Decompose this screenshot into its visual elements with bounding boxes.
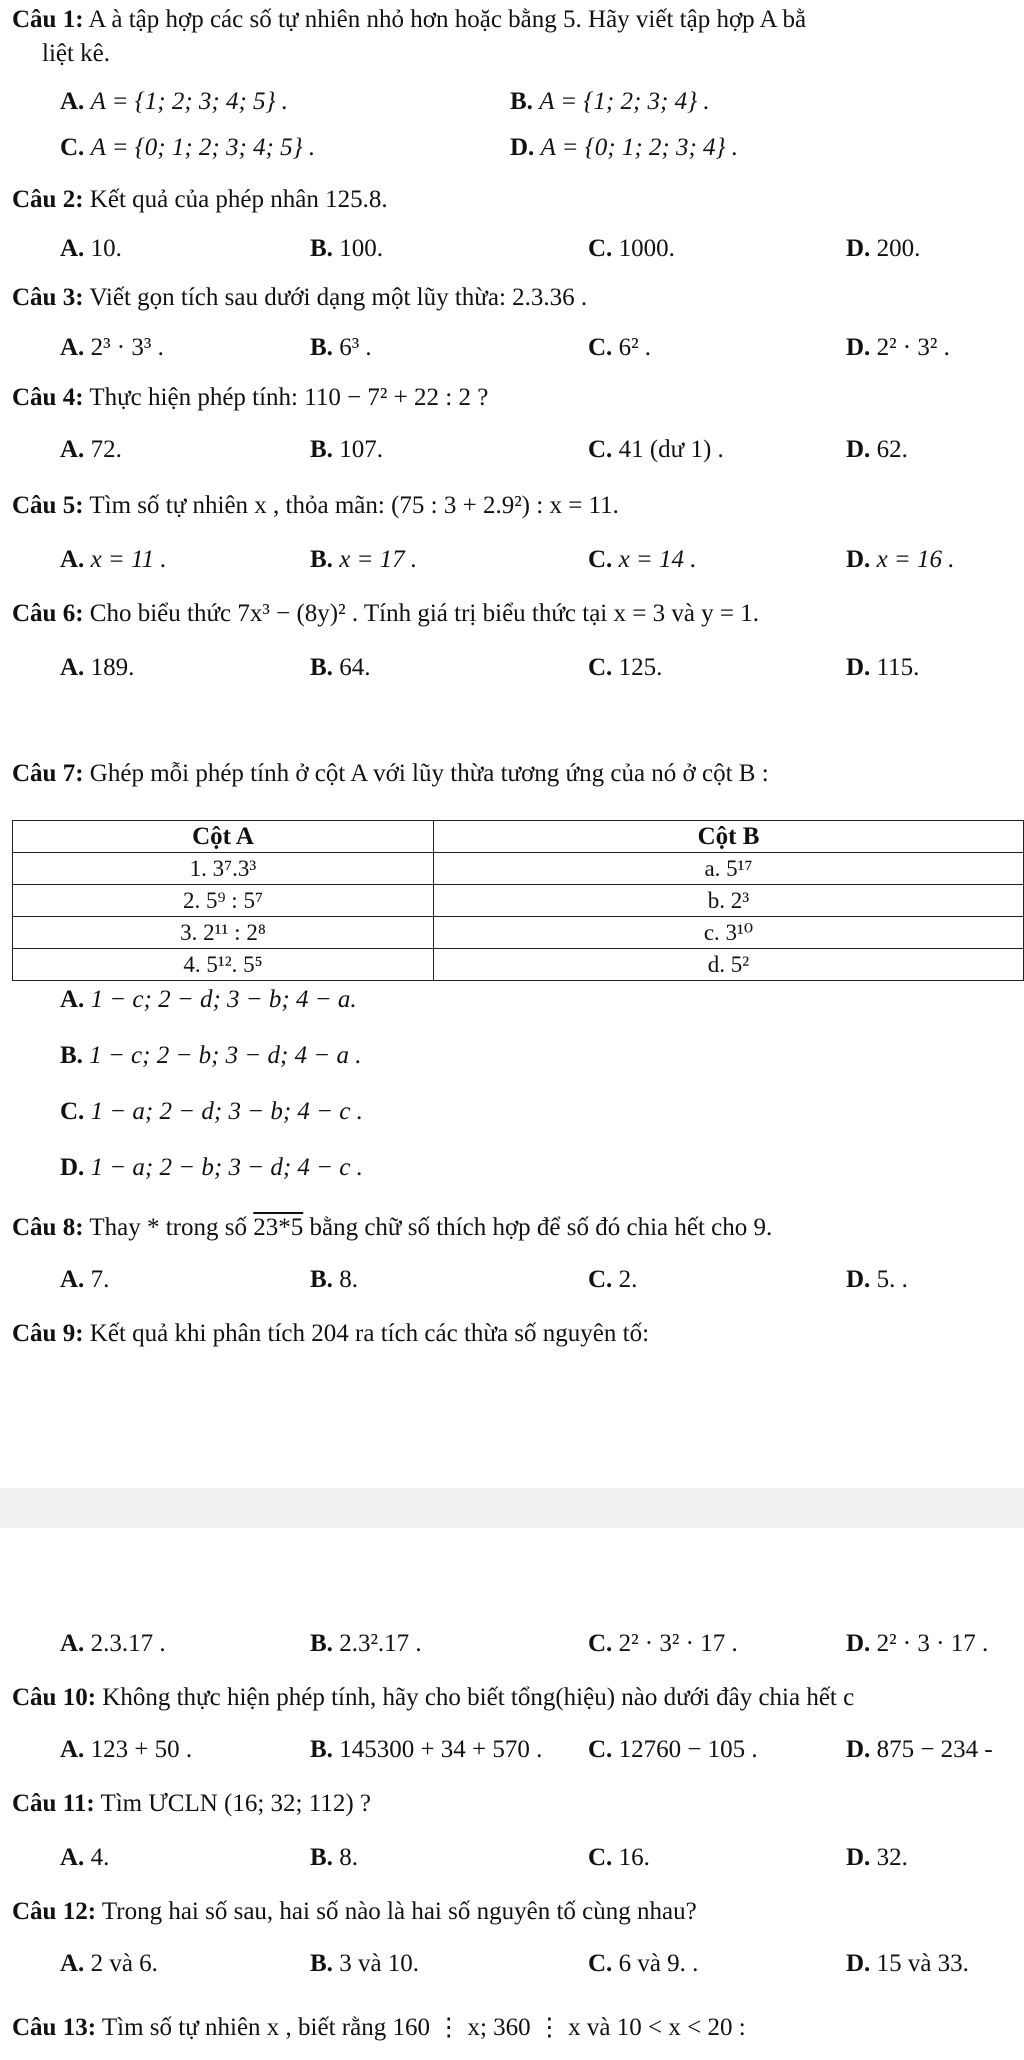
header-column-b: Cột B bbox=[434, 821, 1024, 853]
question-label: Câu 12: bbox=[12, 1898, 97, 1925]
question-2 bbox=[12, 186, 388, 214]
option-d[interactable]: D. 32. bbox=[846, 1844, 908, 1871]
option-a[interactable]: A. 72. bbox=[60, 436, 122, 463]
question-text: Viết gọn tích sau dưới dạng một lũy thừa: 2.3.36 . bbox=[89, 284, 588, 311]
question-label: Câu 3: bbox=[12, 284, 84, 311]
question-label: Câu 1: bbox=[12, 6, 84, 33]
option-b[interactable]: B. 100. bbox=[310, 235, 383, 262]
option-b[interactable]: B. 64. bbox=[310, 654, 371, 681]
question-text-post: bằng chữ số thích hợp để số đó chia hết cho 9. bbox=[303, 1214, 773, 1241]
cell-column-a: 4. 5¹². 5⁵ bbox=[13, 949, 434, 981]
question-text: A à tập hợp các số tự nhiên nhỏ hơn hoặc bằng 5. Hãy viết tập hợp A bằ bbox=[88, 6, 807, 33]
question-text: Tìm số tự nhiên x , biết rằng 160 ⋮ x; 360 ⋮ x và 10 < x < 20 : bbox=[101, 2014, 746, 2041]
table-row bbox=[13, 917, 1024, 949]
option-d[interactable]: D. x = 16 . bbox=[846, 546, 955, 573]
option-b[interactable]: B. 3 và 10. bbox=[310, 1950, 420, 1977]
question-label: Câu 11: bbox=[12, 1790, 95, 1817]
question-1 bbox=[12, 6, 806, 34]
option-b[interactable]: B. 2.3².17 . bbox=[310, 1630, 422, 1657]
option-d[interactable]: D. A = {0; 1; 2; 3; 4} . bbox=[510, 134, 739, 161]
option-c[interactable]: C. 125. bbox=[588, 654, 663, 681]
option-c[interactable]: C. 41 (dư 1) . bbox=[588, 436, 724, 463]
question-label: Câu 8: bbox=[12, 1214, 84, 1241]
option-a[interactable]: A. 4. bbox=[60, 1844, 110, 1871]
cell-column-b: b. 2³ bbox=[434, 885, 1024, 917]
question-9 bbox=[12, 1320, 649, 1348]
option-b[interactable]: B. 6³ . bbox=[310, 334, 372, 361]
table-header-row bbox=[13, 821, 1024, 853]
option-d[interactable]: D. 2² · 3 · 17 . bbox=[846, 1630, 989, 1657]
question-label: Câu 6: bbox=[12, 600, 84, 627]
question-text-continued: liệt kê. bbox=[42, 40, 111, 67]
option-c[interactable]: C. 1 − a; 2 − d; 3 − b; 4 − c . bbox=[60, 1098, 363, 1125]
option-c[interactable]: C. 6 và 9. . bbox=[588, 1950, 699, 1977]
cell-column-b: c. 3¹⁰ bbox=[434, 917, 1024, 949]
question-11 bbox=[12, 1790, 371, 1818]
option-b[interactable]: B. 8. bbox=[310, 1844, 358, 1871]
option-c[interactable]: C. A = {0; 1; 2; 3; 4; 5} . bbox=[60, 134, 316, 161]
question-label: Câu 13: bbox=[12, 2014, 97, 2041]
question-text: Kết quả khi phân tích 204 ra tích các thừa số nguyên tố: bbox=[89, 1320, 650, 1347]
option-a[interactable]: A. 2³ · 3³ . bbox=[60, 334, 164, 361]
table-row bbox=[13, 853, 1024, 885]
question-text: Không thực hiện phép tính, hãy cho biết tổng(hiệu) nào dưới đây chia hết c bbox=[102, 1684, 855, 1711]
option-d[interactable]: D. 2² · 3² . bbox=[846, 334, 950, 361]
question-label: Câu 5: bbox=[12, 492, 84, 519]
question-7 bbox=[12, 760, 769, 788]
question-text: Tìm số tự nhiên x , thỏa mãn: (75 : 3 + 2.9²) : x = 11. bbox=[89, 492, 619, 519]
question-label: Câu 7: bbox=[12, 760, 84, 787]
option-a[interactable]: A. 10. bbox=[60, 235, 122, 262]
option-a[interactable]: A. 123 + 50 . bbox=[60, 1736, 193, 1763]
option-b[interactable]: B. 107. bbox=[310, 436, 383, 463]
option-c[interactable]: C. 2² · 3² · 17 . bbox=[588, 1630, 738, 1657]
option-c[interactable]: C. 1000. bbox=[588, 235, 675, 262]
option-a[interactable]: A. 2 và 6. bbox=[60, 1950, 158, 1977]
option-d[interactable]: D. 15 và 33. bbox=[846, 1950, 969, 1977]
question-label: Câu 10: bbox=[12, 1684, 97, 1711]
option-d[interactable]: D. 115. bbox=[846, 654, 920, 681]
option-a[interactable]: A. x = 11 . bbox=[60, 546, 167, 573]
option-b[interactable]: B. 1 − c; 2 − b; 3 − d; 4 − a . bbox=[60, 1042, 362, 1069]
option-c[interactable]: C. x = 14 . bbox=[588, 546, 697, 573]
cell-column-b: d. 5² bbox=[434, 949, 1024, 981]
question-6 bbox=[12, 600, 759, 628]
option-c[interactable]: C. 16. bbox=[588, 1844, 650, 1871]
question-8 bbox=[12, 1214, 772, 1242]
header-column-a: Cột A bbox=[13, 821, 434, 853]
cell-column-a: 1. 3⁷.3³ bbox=[13, 853, 434, 885]
question-text: Kết quả của phép nhân 125.8. bbox=[89, 186, 388, 213]
option-a[interactable]: A. 2.3.17 . bbox=[60, 1630, 166, 1657]
cell-column-a: 2. 5⁹ : 5⁷ bbox=[13, 885, 434, 917]
question-label: Câu 2: bbox=[12, 186, 84, 213]
overline-number: 23*5 bbox=[253, 1214, 304, 1241]
question-5 bbox=[12, 492, 619, 520]
question-text: Trong hai số sau, hai số nào là hai số nguyên tố cùng nhau? bbox=[101, 1898, 697, 1925]
option-d[interactable]: D. 875 − 234 - bbox=[846, 1736, 993, 1763]
question-10 bbox=[12, 1684, 854, 1712]
option-a[interactable]: A. 189. bbox=[60, 654, 135, 681]
question-label: Câu 4: bbox=[12, 384, 84, 411]
option-a[interactable]: A. A = {1; 2; 3; 4; 5} . bbox=[60, 88, 289, 115]
cell-column-a: 3. 2¹¹ : 2⁸ bbox=[13, 917, 434, 949]
question-label: Câu 9: bbox=[12, 1320, 84, 1347]
table-row bbox=[13, 949, 1024, 981]
blank-gap-band bbox=[0, 1488, 1024, 1528]
option-a[interactable]: A. 7. bbox=[60, 1266, 110, 1293]
question-4 bbox=[12, 384, 488, 412]
option-b[interactable]: B. 8. bbox=[310, 1266, 358, 1293]
question-text: Ghép mỗi phép tính ở cột A với lũy thừa tương ứng của nó ở cột B : bbox=[89, 760, 769, 787]
question-12 bbox=[12, 1898, 697, 1926]
table-row bbox=[13, 885, 1024, 917]
matching-table bbox=[12, 820, 1024, 981]
question-text: Tìm ƯCLN (16; 32; 112) ? bbox=[100, 1790, 371, 1817]
option-d[interactable]: D. 5. . bbox=[846, 1266, 908, 1293]
option-d[interactable]: D. 62. bbox=[846, 436, 908, 463]
option-a[interactable]: A. 1 − c; 2 − d; 3 − b; 4 − a. bbox=[60, 986, 357, 1013]
option-b[interactable]: B. A = {1; 2; 3; 4} . bbox=[510, 88, 710, 115]
cell-column-b: a. 5¹⁷ bbox=[434, 853, 1024, 885]
option-d[interactable]: D. 1 − a; 2 − b; 3 − d; 4 − c . bbox=[60, 1154, 363, 1181]
option-c[interactable]: C. 12760 − 105 . bbox=[588, 1736, 758, 1763]
question-text-pre: Thay * trong số bbox=[89, 1214, 254, 1241]
question-3 bbox=[12, 284, 587, 312]
option-b[interactable]: B. x = 17 . bbox=[310, 546, 418, 573]
question-text: Thực hiện phép tính: 110 − 7² + 22 : 2 ? bbox=[89, 384, 489, 411]
option-c[interactable]: C. 2. bbox=[588, 1266, 638, 1293]
option-d[interactable]: D. 200. bbox=[846, 235, 921, 262]
question-13 bbox=[12, 2012, 746, 2042]
option-b[interactable]: B. 145300 + 34 + 570 . bbox=[310, 1736, 543, 1763]
option-c[interactable]: C. 6² . bbox=[588, 334, 652, 361]
question-text: Cho biểu thức 7x³ − (8y)² . Tính giá trị biểu thức tại x = 3 và y = 1. bbox=[89, 600, 760, 627]
